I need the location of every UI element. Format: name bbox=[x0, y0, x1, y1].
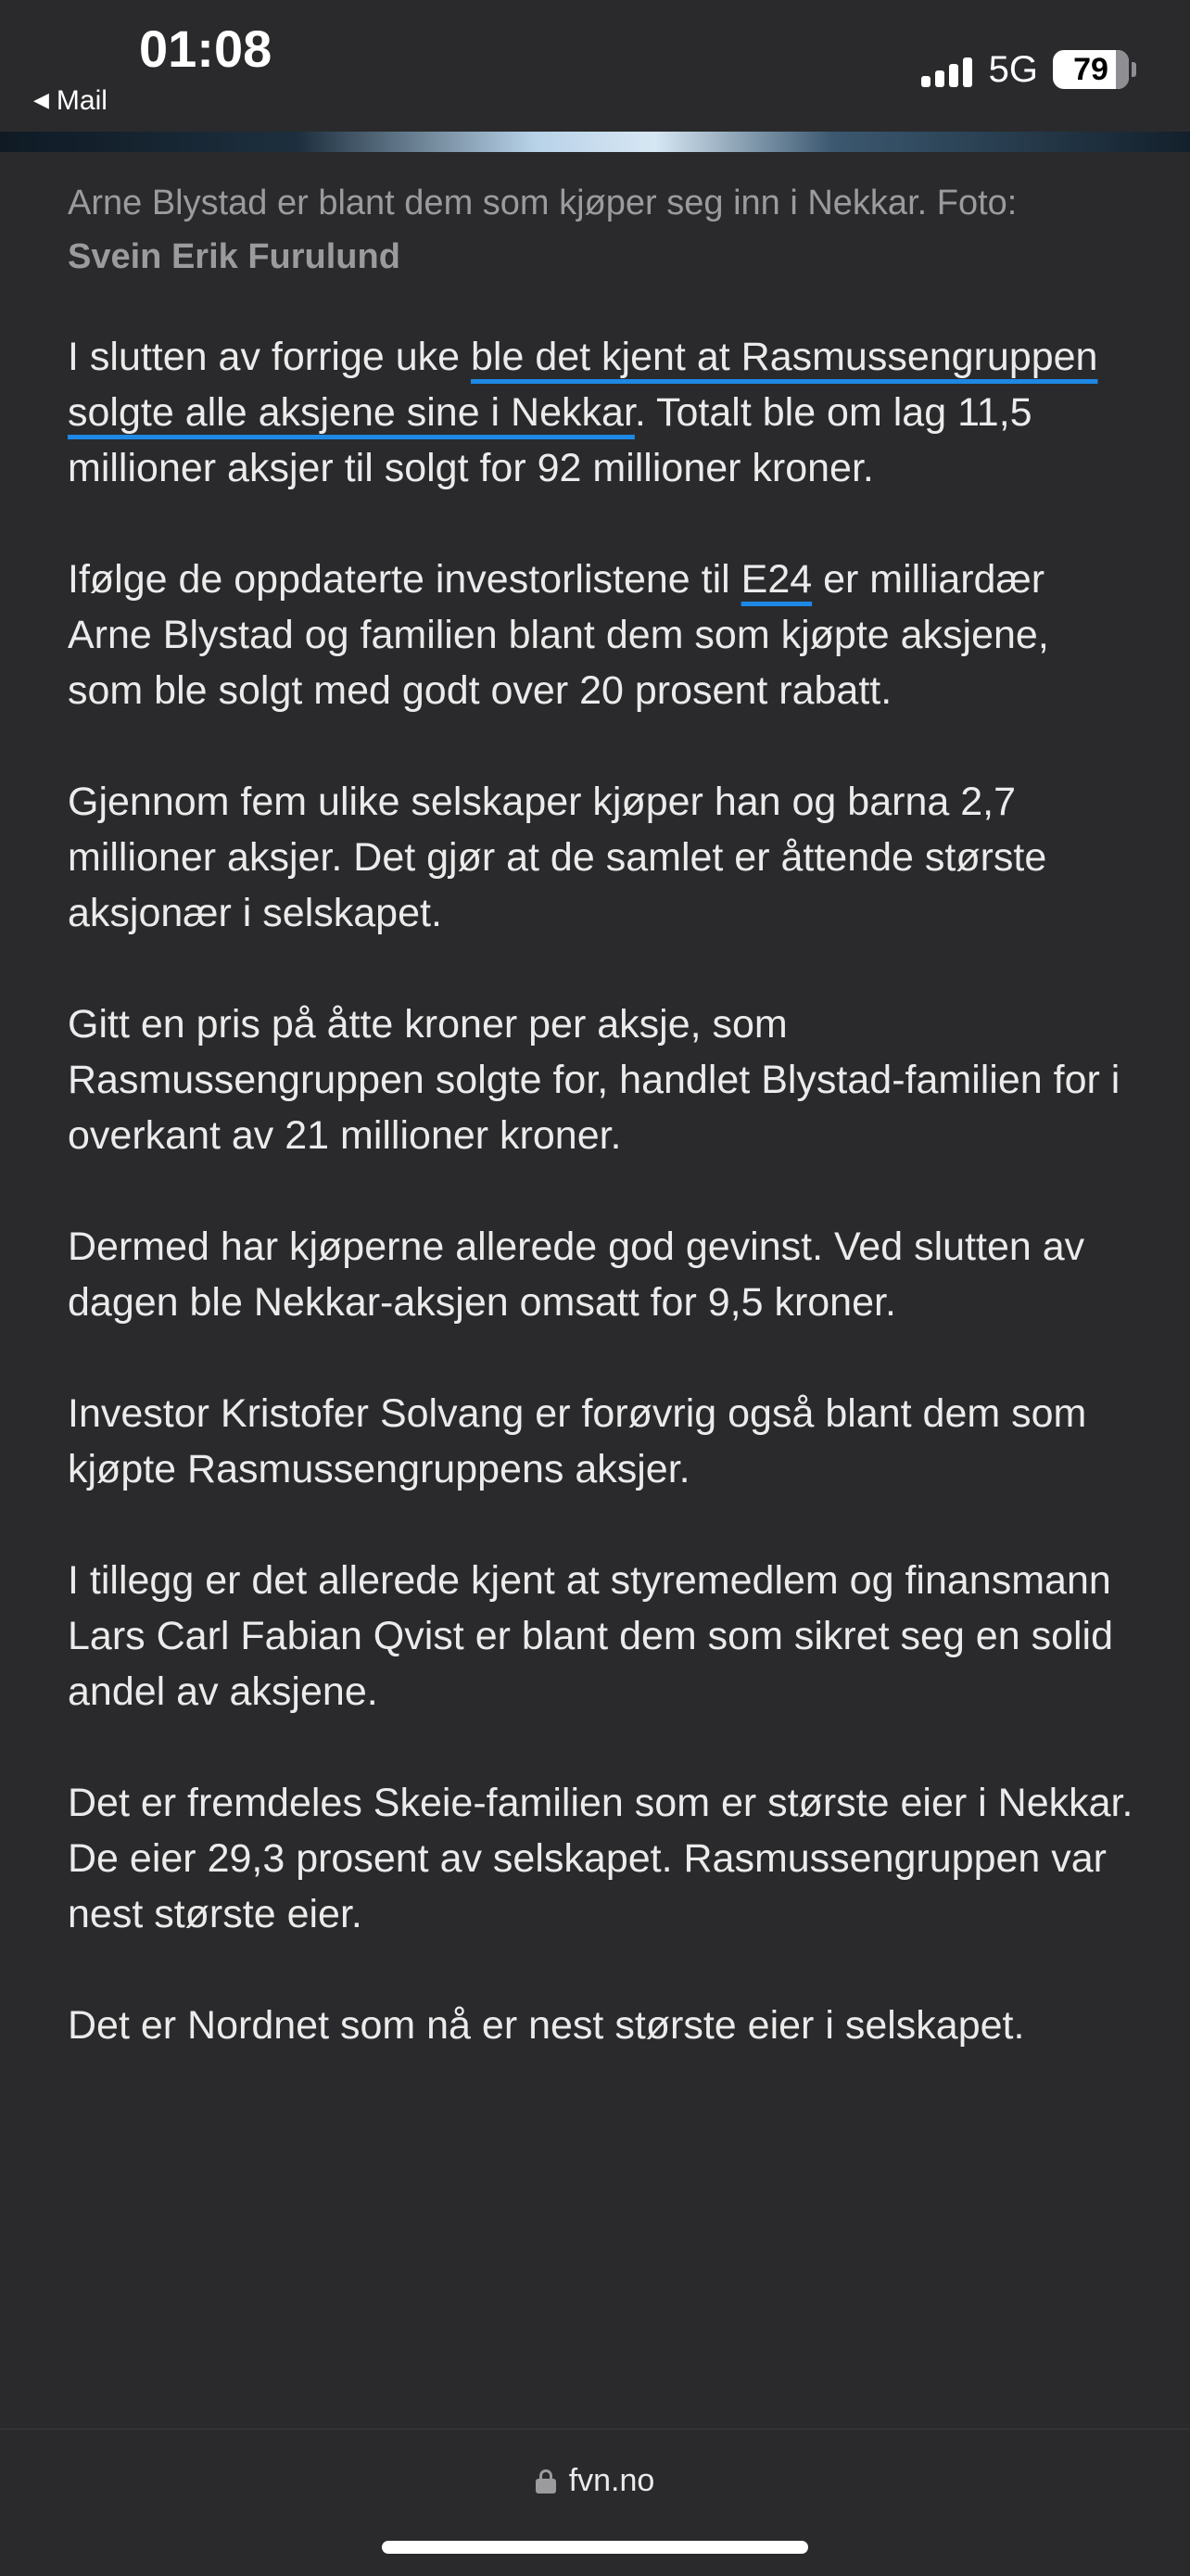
signal-icon bbox=[921, 52, 972, 87]
status-time: 01:08 bbox=[139, 19, 272, 78]
address-bar[interactable] bbox=[0, 2463, 1190, 2499]
battery-level: 79 bbox=[1073, 51, 1108, 87]
browser-bottom-bar bbox=[0, 2429, 1190, 2576]
paragraph-6: Investor Kristofer Solvang er forøvrig også blant dem som kjøpte Rasmussengruppens aksjer. bbox=[68, 1391, 1087, 1491]
back-to-mail-button[interactable] bbox=[33, 85, 108, 117]
paragraph-2-end: er milliardær Arne Blystad og familien blant dem som kjøpte aksjene, som ble solgt med godt over 20 prosent rabatt. bbox=[68, 557, 1049, 713]
paragraph-8: Det er fremdeles Skeie-familien som er største eier i Nekkar. De eier 29,3 prosent av selskapet. Rasmussengruppen var nest største eier. bbox=[68, 1781, 1133, 1936]
status-bar bbox=[0, 0, 1190, 132]
network-type: 5G bbox=[988, 48, 1038, 90]
back-to-mail-label: Mail bbox=[56, 85, 108, 116]
paragraph-1-start: I slutten av forrige uke bbox=[68, 335, 471, 379]
paragraph-5: Dermed har kjøperne allerede god gevinst. Ved slutten av dagen ble Nekkar-aksjen omsatt for 9,5 kroner. bbox=[68, 1225, 1085, 1325]
article-body bbox=[68, 329, 1133, 2109]
url-text: fvn.no bbox=[568, 2463, 655, 2498]
photo-caption bbox=[68, 176, 1143, 284]
lock-icon bbox=[536, 2469, 556, 2494]
paragraph-3: Gjennom fem ulike selskaper kjøper han og barna 2,7 millioner aksjer. Det gjør at de samlet er åttende største aksjonær i selskapet. bbox=[68, 780, 1047, 935]
status-indicators bbox=[921, 46, 1136, 93]
paragraph-2 bbox=[68, 552, 1133, 718]
photo-caption-text: Arne Blystad er blant dem som kjøper seg inn i Nekkar. Foto: bbox=[68, 184, 1018, 222]
e24-link[interactable]: E24 bbox=[741, 557, 813, 602]
paragraph-1-end: . Totalt ble om lag 11,5 millioner aksjer til solgt for 92 millioner kroner. bbox=[68, 390, 1032, 490]
home-indicator[interactable] bbox=[382, 2541, 808, 2554]
photo-credit: Svein Erik Furulund bbox=[68, 237, 400, 276]
paragraph-9: Det er Nordnet som nå er nest største eier i selskapet. bbox=[68, 2003, 1025, 2048]
paragraph-4: Gitt en pris på åtte kroner per aksje, som Rasmussengruppen solgte for, handlet Blystad-familien for i overkant av 21 millioner kroner. bbox=[68, 1002, 1120, 1158]
paragraph-1 bbox=[68, 329, 1133, 496]
rasmussengruppen-sale-link[interactable]: ble det kjent at Rasmussengruppen solgte alle aksjene sine i Nekkar bbox=[68, 335, 1098, 435]
paragraph-7: I tillegg er det allerede kjent at styremedlem og finansmann Lars Carl Fabian Qvist er blant dem som sikret seg en solid andel av aksjene. bbox=[68, 1558, 1114, 1714]
back-triangle-icon: ◀ bbox=[33, 88, 49, 111]
battery-icon bbox=[1053, 50, 1129, 89]
battery-cap bbox=[1132, 62, 1136, 77]
paragraph-2-start: Ifølge de oppdaterte investorlistene til bbox=[68, 557, 741, 602]
article-photo-bottom-edge bbox=[0, 132, 1190, 152]
